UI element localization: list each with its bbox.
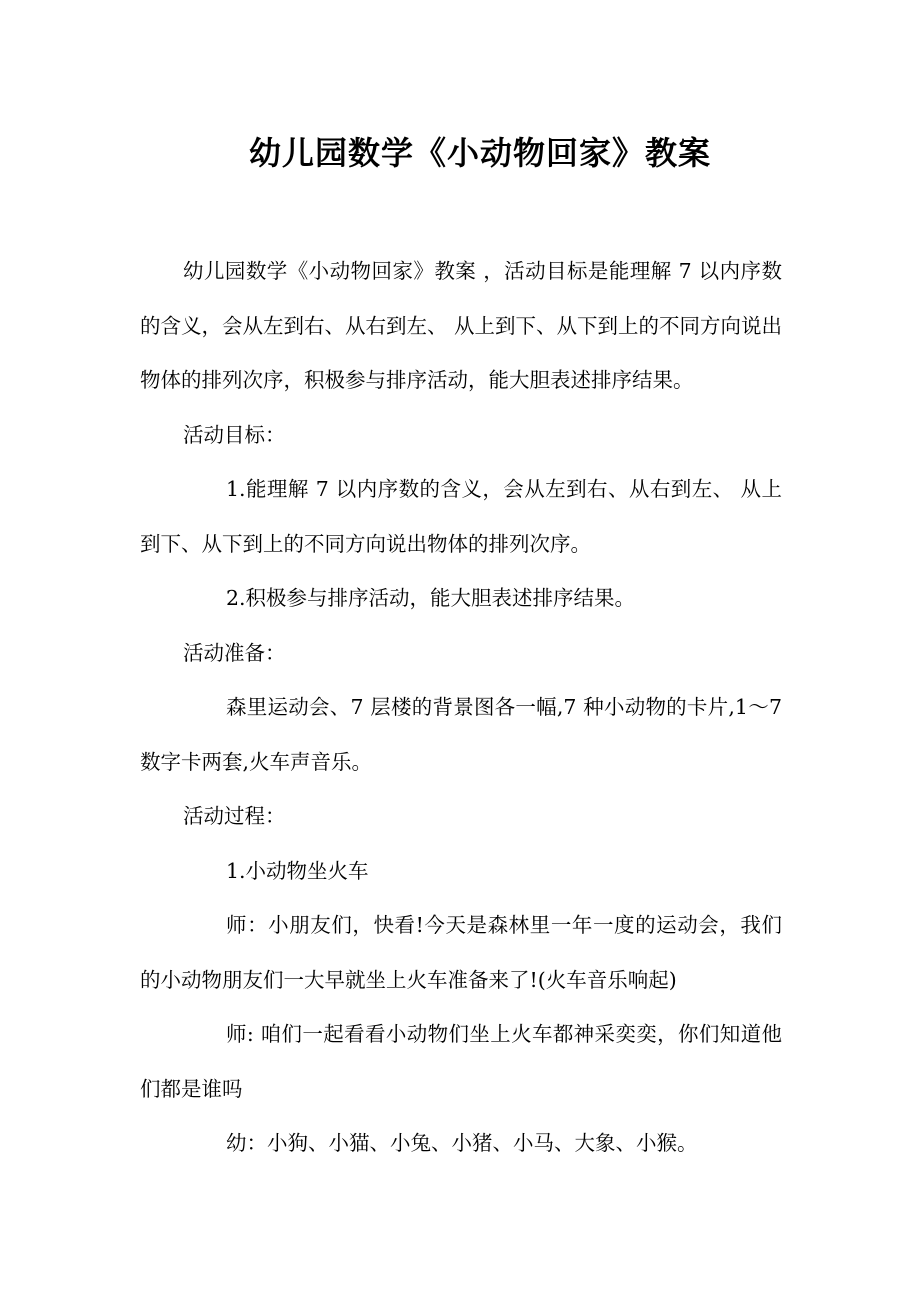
section-heading-preparation: 活动准备： — [183, 640, 286, 665]
intro-paragraph: 幼儿园数学《小动物回家》教案 ，活动目标是能理解 7 以内序数的含义，会从左到右、从右到左、 从上到下、从下到上的不同方向说出物体的排列次序，积极参与排序活动，能大胆表述排序结果。 — [140, 259, 783, 392]
section-heading-process: 活动过程： — [183, 804, 286, 828]
goal-item-2: 2.积极参与排序活动，能大胆表述排序结果。 — [226, 586, 636, 610]
process-step-1: 1.小动物坐火车 — [226, 858, 369, 883]
section-heading-goals: 活动目标： — [183, 422, 286, 447]
teacher-line-2: 师: 咱们一起看看小动物们坐上火车都神采奕奕，你们知道他们都是谁吗 — [140, 1022, 782, 1101]
children-line-1: 幼：小狗、小猫、小兔、小猪、小马、大象、小猴。 — [226, 1131, 698, 1155]
document-body — [140, 244, 782, 1171]
preparation-paragraph: 森里运动会、7 层楼的背景图各一幅,7 种小动物的卡片,1～7 数字卡两套,火车声音乐。 — [140, 695, 782, 774]
teacher-line-1: 师：小朋友们，快看!今天是森林里一年一度的运动会，我们的小动物朋友们一大早就坐上火车准备来了!(火车音乐响起) — [140, 913, 782, 992]
document-title: 幼儿园数学《小动物回家》教案 — [248, 134, 711, 173]
goal-item-1: 1.能理解 7 以内序数的含义，会从左到右、从右到左、 从上到下、从下到上的不同方向说出物体的排列次序。 — [140, 477, 782, 556]
